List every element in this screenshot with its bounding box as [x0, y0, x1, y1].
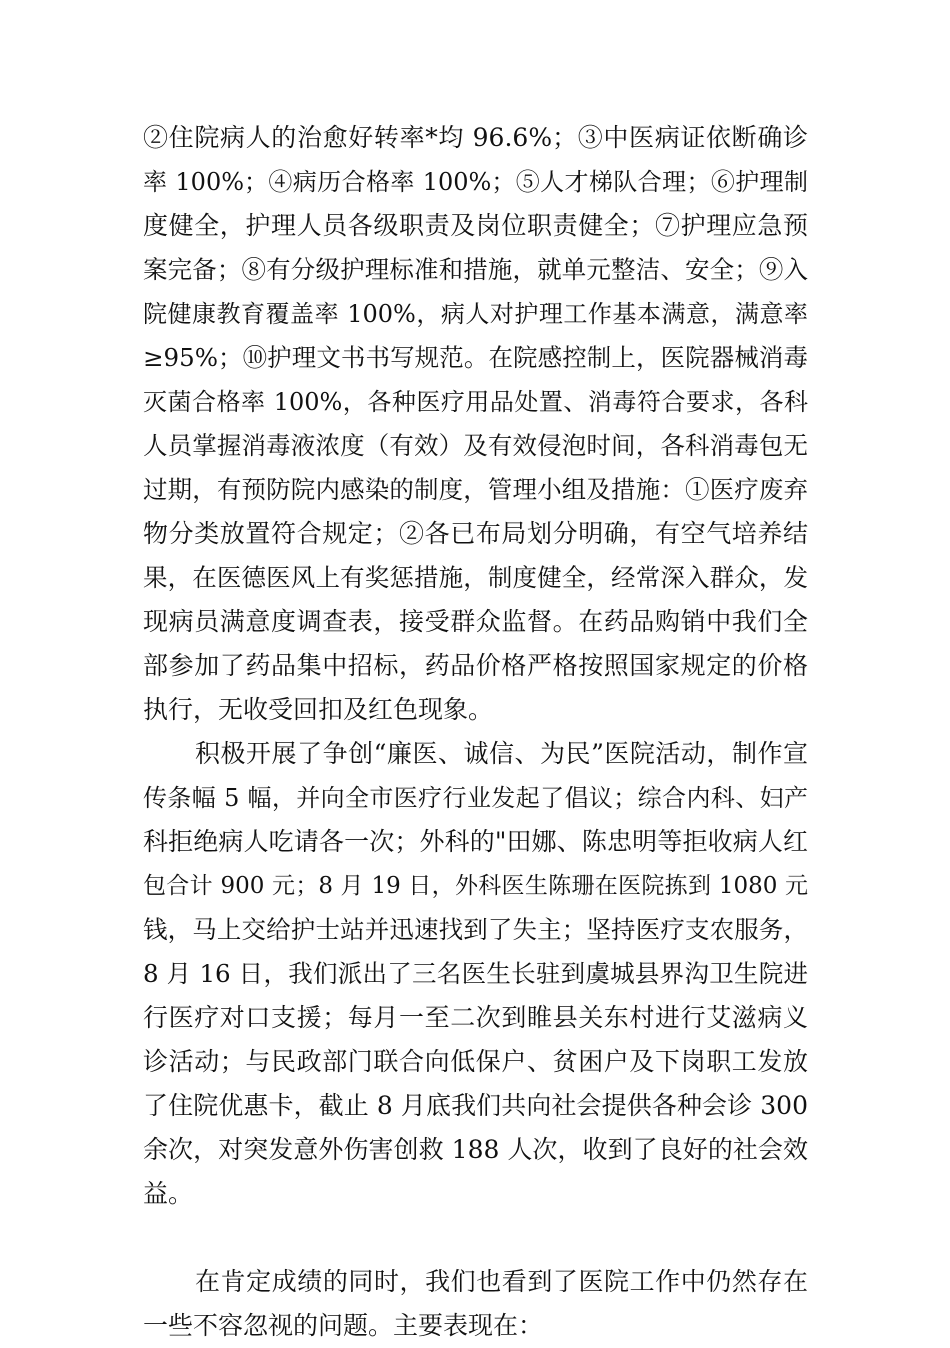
paragraph-line: 传条幅 5 幅，并向全市医疗行业发起了倡议；综合内科、妇产	[143, 784, 808, 812]
paragraph-line: 钱，马上交给护士站并迅速找到了失主；坚持医疗支农服务，	[143, 915, 808, 944]
paragraph-line: 灭菌合格率 100%，各种医疗用品处置、消毒符合要求，各科	[143, 388, 808, 416]
paragraph-line: 过期，有预防院内感染的制度，管理小组及措施：①医疗废弃	[143, 475, 808, 504]
paragraph-line: 包合计 900 元；8 月 19 日，外科医生陈珊在医院拣到 1080 元	[143, 873, 808, 899]
paragraph-line: 益。	[143, 1179, 194, 1208]
paragraph-line: 科拒绝病人吃请各一次；外科的"田娜、陈忠明等拒收病人红	[143, 827, 808, 856]
paragraph-line: ②住院病人的治愈好转率*均 96.6%；③中医病证依断确诊	[143, 123, 808, 152]
paragraph-line: 人员掌握消毒液浓度（有效）及有效侵泡时间，各科消毒包无	[143, 431, 808, 460]
paragraph-line: 果，在医德医风上有奖惩措施，制度健全，经常深入群众，发	[143, 563, 808, 592]
paragraph-line: 行医疗对口支援；每月一至二次到睢县关东村进行艾滋病义	[143, 1003, 808, 1032]
paragraph-line: ≥95%；⑩护理文书书写规范。在院感控制上，医院器械消毒	[143, 343, 808, 372]
paragraph-line: 物分类放置符合规定；②各已布局划分明确，有空气培养结	[143, 519, 808, 548]
paragraph-line: 院健康教育覆盖率 100%，病人对护理工作基本满意，满意率	[143, 300, 808, 328]
paragraph-line: 余次，对突发意外伤害创救 188 人次，收到了良好的社会效	[143, 1135, 808, 1164]
paragraph-line: 现病员满意度调查表，接受群众监督。在药品购销中我们全	[143, 607, 808, 636]
paragraph-line: 一些不容忽视的问题。主要表现在：	[143, 1311, 544, 1340]
paragraph-line: 在肯定成绩的同时，我们也看到了医院工作中仍然存在	[195, 1267, 808, 1296]
paragraph-line: 部参加了药品集中招标，药品价格严格按照国家规定的价格	[143, 651, 808, 680]
paragraph-line: 积极开展了争创“廉医、诚信、为民”医院活动，制作宣	[195, 739, 808, 768]
paragraph-line: 8 月 16 日，我们派出了三名医生长驻到虞城县界沟卫生院进	[143, 959, 808, 988]
paragraph-line: 度健全，护理人员各级职责及岗位职责健全；⑦护理应急预	[143, 211, 808, 240]
paragraph-line: 了住院优惠卡，截止 8 月底我们共向社会提供各种会诊 300	[143, 1091, 808, 1120]
paragraph-line: 诊活动；与民政部门联合向低保户、贫困户及下岗职工发放	[143, 1047, 808, 1076]
paragraph-line: 率 100%；④病历合格率 100%；⑤人才梯队合理；⑥护理制	[143, 168, 808, 196]
paragraph-line: 执行，无收受回扣及红色现象。	[143, 695, 494, 724]
paragraph-line: 案完备；⑧有分级护理标准和措施，就单元整洁、安全；⑨入	[143, 255, 808, 284]
